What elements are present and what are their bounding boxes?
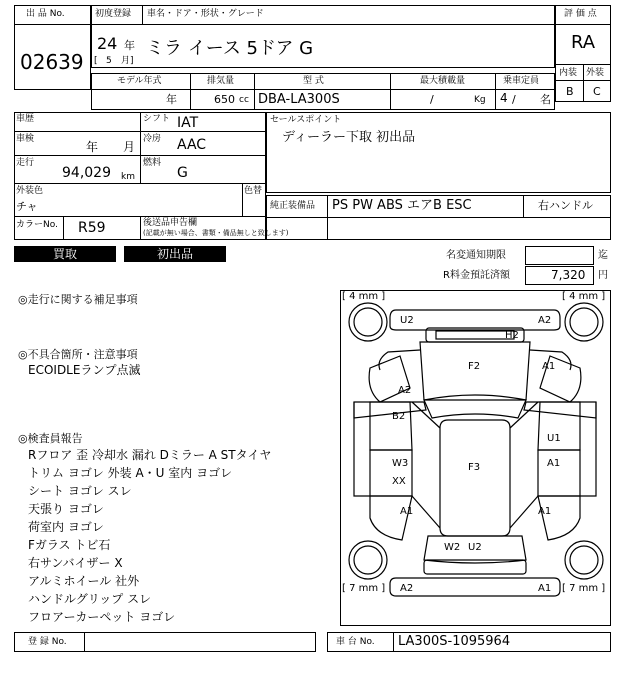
mileage-label: 走行: [16, 158, 35, 168]
displacement-unit: cc: [239, 95, 249, 105]
steering: 右ハンドル: [538, 199, 593, 212]
tire-fr-depth: [ 4 mm ]: [562, 291, 606, 302]
mark-rear-glass-2: U2: [468, 542, 482, 553]
inspector-item: ハンドルグリップ スレ: [28, 592, 152, 606]
mark-front-door-left: B2: [392, 411, 406, 422]
color-no-label: カラーNo.: [16, 220, 58, 230]
shift-label: シフト: [143, 114, 171, 124]
interior-label: 内装: [559, 68, 578, 78]
inspection-month-unit: 月: [123, 140, 136, 154]
mileage: 94,029: [62, 165, 111, 181]
type-label: 型 式: [303, 76, 324, 86]
docs-label: 後送品申告欄: [143, 218, 198, 228]
mark-front-fender-right: A1: [542, 361, 556, 372]
chassis-no: LA300S-1095964: [398, 634, 511, 649]
mark-rear-bumper-right: A1: [538, 583, 552, 594]
repaint-label: 色替: [244, 186, 263, 196]
model-year-label: モデル年式: [117, 76, 162, 86]
front-bumper-outline: [390, 310, 560, 330]
inspection-year-unit: 年: [86, 140, 99, 154]
model-year-unit: 年: [166, 93, 177, 106]
recycle-unit: 円: [598, 270, 608, 281]
ac-label: 冷房: [143, 134, 162, 144]
inspection-label: 車検: [16, 134, 35, 144]
inspector-item: Rフロア 歪 冷却水 漏れ Dミラー A STタイヤ: [28, 448, 272, 462]
lot-no: 02639: [20, 50, 84, 74]
tire-rear-left-icon: [349, 541, 387, 579]
mark-rear-door-right: A1: [547, 458, 561, 469]
windshield-outline: [424, 395, 526, 418]
color-no: R59: [78, 220, 106, 236]
rear-door-right: [538, 450, 580, 496]
recycle-label: R料金預託済額: [443, 270, 510, 281]
tire-rr-depth: [ 7 mm ]: [562, 583, 606, 594]
history-label: 車歴: [16, 114, 35, 124]
fuel-label: 燃料: [143, 158, 162, 168]
year-value: 24: [97, 34, 118, 53]
docs-note: (記載が無い場合、書類・備品無しと致します): [143, 229, 289, 237]
tire-front-left-icon: [349, 303, 387, 341]
mileage-unit: km: [121, 172, 135, 182]
equipment: PS PW ABS エアB ESC: [332, 198, 472, 213]
year-unit: 年: [124, 39, 135, 52]
rear-bumper-outline: [390, 578, 560, 596]
rear-fender-right: [538, 496, 580, 540]
inspector-item: 右サンバイザー X: [28, 556, 123, 570]
name-change-box: [525, 246, 594, 265]
roof-outline: [440, 420, 510, 536]
shift: IAT: [177, 115, 199, 131]
tire-fl-depth: [ 4 mm ]: [342, 291, 386, 302]
model-type: DBA-LA300S: [258, 92, 340, 107]
inspector-item: フロアーカーペット ヨゴレ: [28, 610, 176, 624]
displacement: 650: [214, 93, 235, 106]
max-load-unit: Kg: [474, 95, 486, 105]
ext-color: チャ: [16, 200, 38, 213]
defect-item: ECOIDLEランプ点滅: [28, 363, 141, 377]
chassis-no-label: 車 台 No.: [336, 637, 375, 647]
rear-door-left: [370, 450, 412, 496]
front-door-left: [370, 402, 412, 450]
first-reg-label: 初度登録: [95, 9, 132, 19]
inspector-item: アルミホイール 社外: [28, 574, 140, 588]
first-listing-bar: 初出品: [124, 246, 226, 262]
equipment-label: 純正装備品: [270, 201, 316, 211]
capacity-unit: 名: [540, 93, 551, 106]
displacement-label: 排気量: [207, 76, 235, 86]
ac: AAC: [177, 137, 207, 153]
mark-hood: F2: [468, 361, 481, 372]
month-unit: 月]: [121, 56, 134, 66]
mark-rear-fender-left: A1: [400, 506, 414, 517]
inspector-item: 荷室内 ヨゴレ: [28, 520, 104, 534]
mark-front-bumper-right: A2: [538, 315, 552, 326]
name-change-label: 名変通知期限: [446, 250, 506, 261]
exterior-grade: C: [593, 85, 601, 98]
mark-grille: H2: [505, 330, 519, 341]
mark-front-fender-left: A2: [398, 385, 412, 396]
capacity: 4: [500, 91, 508, 105]
max-load-label: 最大積載量: [420, 76, 466, 86]
tire-rear-right-icon: [565, 541, 603, 579]
defects-label: ◎不具合箇所・注意事項: [18, 348, 138, 361]
tire-rl-depth: [ 7 mm ]: [342, 583, 386, 594]
inspector-label: ◎検査員報告: [18, 432, 83, 445]
capacity-sep: /: [512, 93, 516, 106]
mark-front-bumper-left: U2: [400, 315, 414, 326]
inspector-item: Fガラス トビ石: [28, 538, 111, 552]
inspector-item: 天張り ヨゴレ: [28, 502, 104, 516]
interior-grade: B: [566, 85, 574, 98]
mark-rear-bumper-left: A2: [400, 583, 414, 594]
sales-point: ディーラー下取 初出品: [282, 130, 416, 145]
mark-rear-door-left-1: W3: [392, 458, 409, 469]
inspector-item: シート ヨゴレ スレ: [28, 484, 132, 498]
sales-point-label: セールスポイント: [270, 115, 342, 125]
inspector-item: トリム ヨゴレ 外装 A・U 室内 ヨゴレ: [28, 466, 233, 480]
month-open: [: [94, 56, 98, 66]
mark-roof: F3: [468, 462, 481, 473]
month-value: 5: [106, 56, 112, 66]
ext-color-label: 外装色: [16, 186, 44, 196]
car-name: ミラ イース 5ドア G: [146, 38, 314, 59]
mark-front-door-right: U1: [547, 433, 561, 444]
lot-no-label: 出 品 No.: [26, 9, 65, 19]
mark-rear-door-left-2: XX: [392, 476, 406, 487]
name-change-unit: 迄: [598, 250, 608, 261]
rear-fender-left: [370, 496, 412, 540]
fuel: G: [177, 165, 188, 181]
capacity-label: 乗車定員: [503, 76, 540, 86]
exterior-label: 外装: [586, 68, 605, 78]
grade: RA: [571, 32, 596, 53]
driving-notes-label: ◎走行に関する補足事項: [18, 293, 138, 306]
tire-front-right-icon: [565, 303, 603, 341]
recycle-value: 7,320: [551, 268, 586, 282]
max-load-sep: /: [430, 93, 434, 106]
grade-label: 評 価 点: [564, 9, 597, 19]
mark-rear-fender-right: A1: [538, 506, 552, 517]
name-label: 車名・ドア・形状・グレード: [147, 9, 264, 19]
car-diagram: [340, 290, 611, 626]
reg-no-label: 登 録 No.: [28, 637, 67, 647]
buy-bar: 買取: [14, 246, 116, 262]
mark-rear-glass-1: W2: [444, 542, 461, 553]
